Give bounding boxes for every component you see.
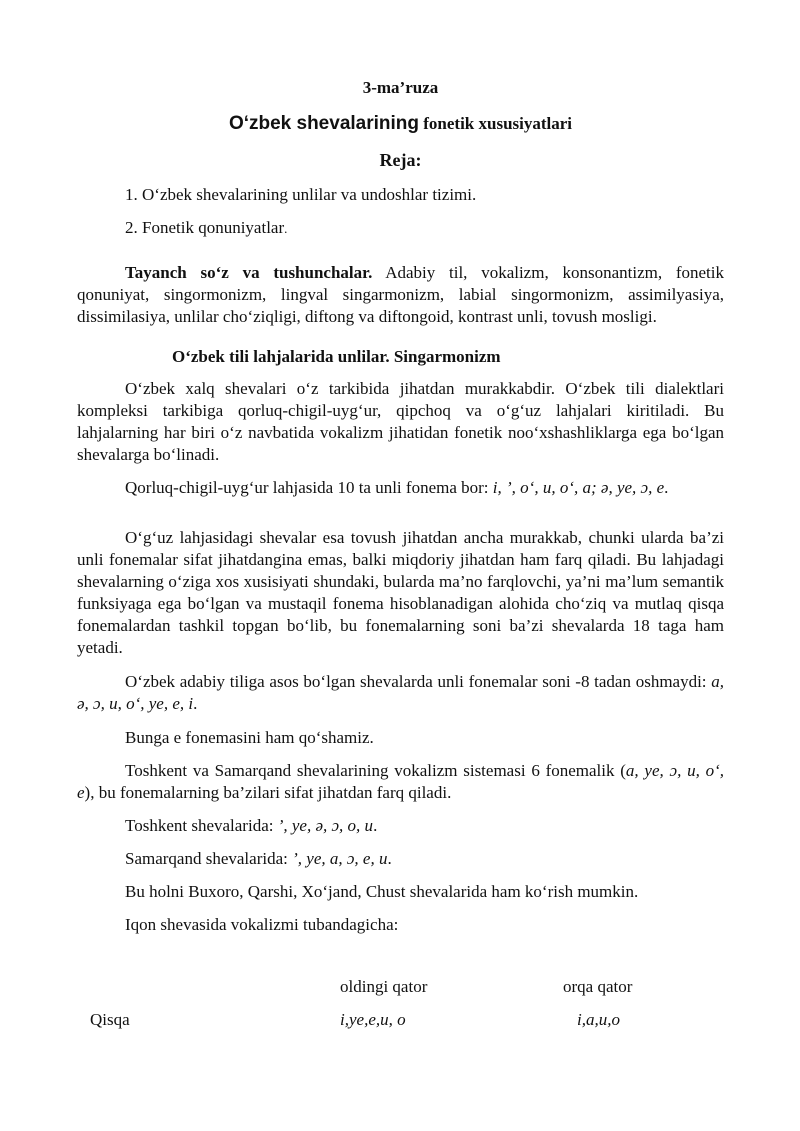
keywords-label: Tayanch so‘z va tushunchalar. bbox=[125, 263, 373, 282]
paragraph-8-end: . bbox=[387, 849, 392, 868]
paragraph-7-phonemes: ’, ye, ə, ɔ, o, u bbox=[277, 816, 374, 835]
paragraph-7-end: . bbox=[373, 816, 378, 835]
keywords-text: Adabiy til, vokalizm, konsonantizm, fonetik qonuniyat, singormonizm, lingval singarmonizm, labial singormonizm, assimilyasiya, dissimilasiya, unlilar cho‘ziqligi, diftong va diftongoid, kontrast unli, tovush mosligi. bbox=[77, 263, 724, 326]
paragraph-1: O‘zbek xalq shevalari o‘z tarkibida jihatdan murakkabdir. O‘zbek tili dialektlari kompleksi tarkibiga qorluq-chigil-uyg‘ur, qipchoq va o‘g‘uz lahjalari kiritiladi. Bu lahjalarning har biri o‘z navbatida vokalizm jihatidan fonetik noo‘xshashliklarga ega bo‘lgan shevalarga bo‘linadi. bbox=[77, 379, 724, 464]
plan-item-2-dot: . bbox=[284, 221, 288, 236]
keywords-paragraph bbox=[77, 262, 724, 328]
plan-item-1: 1. O‘zbek shevalarining unlilar va undoshlar tizimi. bbox=[125, 185, 477, 204]
paragraph-4 bbox=[77, 671, 724, 715]
paragraph-6-phonemes: a, ye, ɔ, u, o‘, e bbox=[77, 761, 724, 802]
paragraph-7-text: Toshkent shevalarida: bbox=[125, 816, 278, 835]
paragraph-2-text: Qorluq-chigil-uyg‘ur lahjasida 10 ta unli fonema bor: bbox=[125, 478, 493, 497]
paragraph-4-text: O‘zbek adabiy tiliga asos bo‘lgan shevalarda unli fonemalar soni -8 tadan oshmaydi: bbox=[125, 672, 712, 691]
table-cell-front: i,ye,e,u, o bbox=[340, 1010, 406, 1029]
paragraph-4-phonemes: a, ə, ɔ, u, o‘, ye, e, i bbox=[77, 672, 724, 713]
paragraph-9: Bu holni Buxoro, Qarshi, Xo‘jand, Chust shevalarida ham ko‘rish mumkin. bbox=[125, 882, 639, 901]
paragraph-6 bbox=[77, 760, 724, 804]
paragraph-2-end: . bbox=[664, 478, 669, 497]
paragraph-10: Iqon shevasida vokalizmi tubandagicha: bbox=[125, 915, 399, 934]
paragraph-8-text: Samarqand shevalarida: bbox=[125, 849, 293, 868]
table-header-back-row: orqa qator bbox=[563, 977, 633, 996]
paragraph-7 bbox=[77, 815, 724, 837]
section-heading: O‘zbek tili lahjalarida unlilar. Singarmonizm bbox=[172, 347, 501, 366]
paragraph-8 bbox=[77, 848, 724, 870]
title-rest: fonetik xususiyatlari bbox=[419, 114, 573, 133]
plan-item-2 bbox=[125, 218, 287, 238]
table-row-label: Qisqa bbox=[90, 1010, 130, 1029]
lecture-number: 3-ma’ruza bbox=[362, 78, 439, 97]
paragraph-3: O‘g‘uz lahjasidagi shevalar esa tovush jihatdan ancha murakkab, chunki ularda ba’zi unli fonemalar sifat jihatdangina emas, balki miqdoriy jihatdan ham farq qiladi. Bu lahjadagi shevalarning o‘ziga xos xusisiyati shundaki, bularda ma’no farqlovchi, ya’ni ma’lum semantik funksiyaga ega bo‘lgan va mustaqil fonema hisoblanadigan alohida cho‘ziq va mutlaq qisqa fonemalardan tashkil topgan bo‘lib, bu fonemalarning soni ba’zi shevalarda 18 taga ham yetadi. bbox=[77, 528, 724, 657]
paragraph-2-phonemes: i, ’, o‘, u, o‘, a; ə, ye, ɔ, e bbox=[492, 478, 665, 497]
plan-label: Reja: bbox=[379, 150, 422, 170]
paragraph-4-end: . bbox=[193, 694, 198, 713]
title-main: O‘zbek shevalarining bbox=[228, 113, 420, 134]
paragraph-2 bbox=[77, 477, 724, 499]
paragraph-8-phonemes: ’, ye, a, ɔ, e, u bbox=[292, 849, 388, 868]
lecture-title bbox=[77, 113, 724, 135]
paragraph-5: Bunga e fonemasini ham qo‘shamiz. bbox=[125, 728, 374, 747]
table-header-front-row: oldingi qator bbox=[340, 977, 428, 996]
table-cell-back: i,a,u,o bbox=[577, 1010, 620, 1029]
paragraph-6-end: ), bu fonemalarning ba’zilari sifat jihatdan farq qiladi. bbox=[84, 783, 452, 802]
plan-item-2-text: 2. Fonetik qonuniyatlar bbox=[125, 218, 285, 237]
paragraph-6-text: Toshkent va Samarqand shevalarining vokalizm sistemasi 6 fonemalik ( bbox=[125, 761, 626, 780]
